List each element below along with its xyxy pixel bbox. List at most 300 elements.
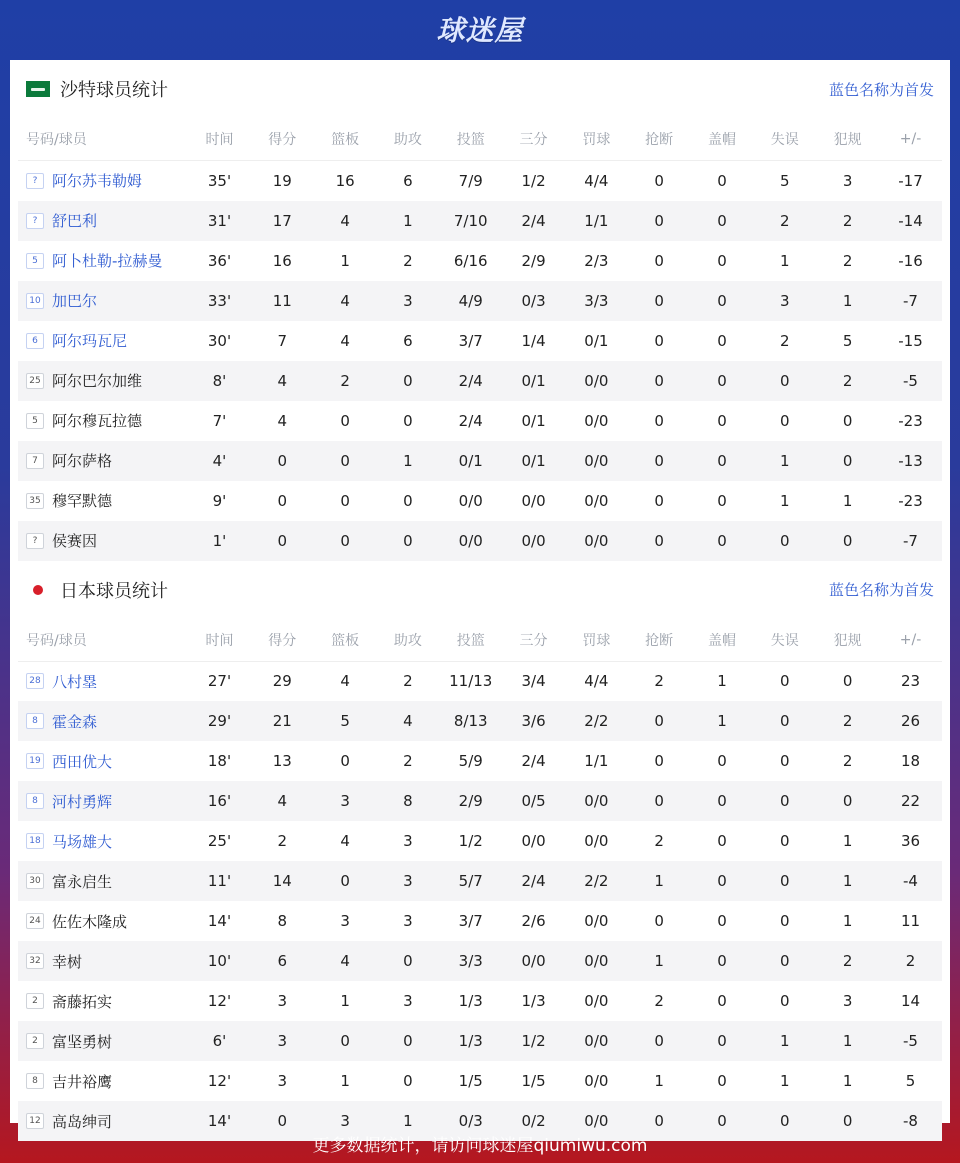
stat-cell: 2 <box>842 251 853 270</box>
stat-cell: 3/4 <box>521 672 546 691</box>
stat-cell: 0 <box>753 521 816 561</box>
player-name[interactable]: 舒巴利 <box>52 212 98 230</box>
stat-cell: 0 <box>628 1101 691 1141</box>
stat-cell: 3 <box>403 912 413 930</box>
stat-cell: 1 <box>780 1072 790 1090</box>
column-header: 篮板 <box>314 118 377 161</box>
stat-cell: 0/0 <box>584 832 609 850</box>
player-cell[interactable] <box>18 321 188 361</box>
stat-cell: 2/4 <box>439 361 502 401</box>
stat-cell: 2 <box>753 201 816 241</box>
player-cell[interactable] <box>18 861 188 901</box>
stat-cell: 1/1 <box>565 201 628 241</box>
column-header: 抢断 <box>628 118 691 161</box>
jersey-number-badge: 19 <box>26 753 44 769</box>
stat-cell: 0 <box>691 1021 754 1061</box>
stat-cell: 0 <box>654 752 664 770</box>
stat-cell: -7 <box>879 281 942 321</box>
stat-cell: 14' <box>188 1101 251 1141</box>
stat-cell: 1/3 <box>521 992 546 1010</box>
stat-cell: 2/9 <box>439 781 502 821</box>
stat-cell: 0 <box>780 672 790 691</box>
stat-cell: 11/13 <box>449 672 493 691</box>
stat-cell: 4 <box>251 781 314 821</box>
stat-cell: 8 <box>277 912 288 930</box>
jersey-number-badge: 5 <box>26 413 44 429</box>
stat-cell: 1/5 <box>458 1072 483 1090</box>
stat-cell: -5 <box>879 1021 942 1061</box>
stat-cell: 17 <box>251 201 314 241</box>
player-name[interactable]: 阿卜杜勒-拉赫曼 <box>52 252 163 270</box>
stat-cell: 0 <box>340 491 350 510</box>
stats-panel <box>10 60 950 1131</box>
stat-cell: 0/0 <box>584 912 609 930</box>
stat-cell: 2 <box>816 701 879 741</box>
player-cell[interactable] <box>18 781 188 821</box>
jersey-number-badge: 10 <box>26 293 44 309</box>
stat-cell: 0 <box>628 701 691 741</box>
stat-cell: 0/0 <box>439 521 502 561</box>
column-header: 犯规 <box>816 619 879 662</box>
stat-cell: 0 <box>314 521 377 561</box>
stat-cell: 5 <box>842 331 853 350</box>
stat-cell: 1 <box>780 251 790 270</box>
stat-cell: 1 <box>816 1021 879 1061</box>
stat-cell: 6' <box>188 1021 251 1061</box>
jersey-number-badge: 28 <box>26 673 44 689</box>
stat-cell: 11' <box>188 861 251 901</box>
stat-cell: 0 <box>377 941 440 981</box>
jersey-number-badge: 7 <box>26 453 44 469</box>
stat-cell: 4 <box>277 411 288 430</box>
stat-cell: 14 <box>900 992 921 1010</box>
stat-cell: 0 <box>691 361 754 401</box>
player-cell[interactable] <box>18 361 188 401</box>
stat-cell: 8 <box>377 781 440 821</box>
stat-cell: 1 <box>780 491 790 510</box>
stat-cell: 0/3 <box>439 1101 502 1141</box>
stat-cell: 1/5 <box>521 1072 546 1090</box>
table-row[interactable] <box>18 821 942 861</box>
stat-cell: 0/2 <box>502 1101 565 1141</box>
player-name[interactable]: 阿尔苏韦勒姆 <box>52 172 143 191</box>
stat-cell: 8/13 <box>439 701 502 741</box>
stat-cell: 0 <box>628 281 691 321</box>
stat-cell: 3/3 <box>565 281 628 321</box>
player-cell[interactable] <box>18 741 188 781</box>
player-cell[interactable] <box>18 401 188 441</box>
stat-cell: 2 <box>654 672 664 691</box>
table-row[interactable] <box>18 1021 942 1061</box>
stat-cell: 1/3 <box>439 1021 502 1061</box>
player-cell[interactable] <box>18 281 188 321</box>
column-header: 时间 <box>188 619 251 662</box>
stat-cell: 7/10 <box>439 201 502 241</box>
stat-cell: 0 <box>314 861 377 901</box>
table-header-row <box>18 118 942 161</box>
stat-cell: -17 <box>898 171 923 190</box>
stat-cell: 0 <box>691 941 754 981</box>
stat-cell: 0/1 <box>584 331 609 350</box>
table-row[interactable] <box>18 1061 942 1101</box>
stat-cell: 5/9 <box>458 752 483 770</box>
stat-cell: 29' <box>188 701 251 741</box>
column-header: 篮板 <box>314 619 377 662</box>
stat-cell: 0 <box>780 752 790 770</box>
stat-cell: 0 <box>628 781 691 821</box>
player-name[interactable]: 加巴尔 <box>52 292 98 310</box>
stat-cell: 1 <box>842 832 853 850</box>
stat-cell: 0 <box>780 992 790 1010</box>
stats-table <box>18 619 942 1142</box>
stat-cell: 2 <box>842 752 853 770</box>
column-header: 助攻 <box>377 118 440 161</box>
stat-cell: 0/0 <box>502 941 565 981</box>
stat-cell: 1/2 <box>521 171 546 190</box>
stat-cell: 0 <box>314 1021 377 1061</box>
stat-cell: 0/0 <box>502 521 565 561</box>
player-name[interactable]: 穆罕默德 <box>52 492 113 510</box>
column-header: 号码/球员 <box>18 619 188 662</box>
stat-cell: 1 <box>816 861 879 901</box>
stat-cell: 7/9 <box>458 171 483 190</box>
stat-cell: 1 <box>340 251 350 270</box>
stat-cell: 1' <box>188 521 251 561</box>
player-name[interactable]: 阿尔巴尔加维 <box>52 372 143 390</box>
player-name[interactable]: 吉井裕鹰 <box>52 1072 113 1091</box>
stat-cell: 3 <box>314 1101 377 1141</box>
stat-cell: 3 <box>753 281 816 321</box>
player-cell[interactable] <box>18 521 188 561</box>
player-cell[interactable] <box>18 941 188 981</box>
player-cell[interactable] <box>18 701 188 741</box>
jersey-number-badge: 35 <box>26 493 44 509</box>
stat-cell: 11 <box>251 281 314 321</box>
stat-cell: 5/7 <box>439 861 502 901</box>
stat-cell: 0 <box>691 441 754 481</box>
stat-cell: 0 <box>377 361 440 401</box>
jersey-number-badge: 2 <box>26 1033 44 1049</box>
stat-cell: 6/16 <box>453 251 488 270</box>
stat-cell: 0 <box>403 491 413 510</box>
jersey-number-badge: 8 <box>26 1073 44 1089</box>
stat-cell: 25' <box>207 832 232 850</box>
column-header: 时间 <box>188 118 251 161</box>
jersey-number-badge: 5 <box>26 253 44 269</box>
stat-cell: 2 <box>654 992 664 1010</box>
footer-link[interactable]: 更多数据统计，请访问球迷屋qiumiwu.com <box>312 1135 648 1156</box>
column-header: 失误 <box>753 619 816 662</box>
table-header-row <box>18 619 942 662</box>
stat-cell: -23 <box>898 491 923 510</box>
stat-cell: 2 <box>816 361 879 401</box>
stat-cell: 0 <box>753 781 816 821</box>
player-name[interactable]: 阿尔穆瓦拉德 <box>52 412 143 430</box>
stat-cell: 4 <box>314 941 377 981</box>
stat-cell: 4/4 <box>584 171 609 190</box>
stat-cell: 1 <box>377 1101 440 1141</box>
player-cell[interactable] <box>18 661 188 701</box>
stat-cell: 3 <box>277 1072 288 1090</box>
stat-cell: 9' <box>212 491 227 510</box>
stat-cell: 2 <box>816 201 879 241</box>
stat-cell: 4 <box>314 281 377 321</box>
stat-cell: 3 <box>377 861 440 901</box>
stat-cell: 0 <box>780 912 790 930</box>
column-header: 得分 <box>251 118 314 161</box>
stat-cell: 2 <box>403 251 413 270</box>
stat-cell: 3 <box>403 832 413 850</box>
stat-cell: -15 <box>898 331 923 350</box>
table-row[interactable] <box>18 781 942 821</box>
stat-cell: 2 <box>403 672 413 691</box>
stat-cell: 0 <box>628 201 691 241</box>
japan-flag-icon <box>26 582 50 598</box>
stat-cell: 0 <box>314 441 377 481</box>
stat-cell: 18' <box>207 752 232 770</box>
stat-cell: 4' <box>188 441 251 481</box>
stat-cell: 2 <box>816 941 879 981</box>
stat-cell: -5 <box>879 361 942 401</box>
stat-cell: -23 <box>898 411 923 430</box>
stat-cell: 11 <box>900 912 921 930</box>
stat-cell: 2 <box>277 832 288 850</box>
stat-cell: 1/3 <box>458 992 483 1010</box>
saudi-flag-icon <box>26 81 50 97</box>
stat-cell: 1 <box>377 441 440 481</box>
jersey-number-badge: 25 <box>26 373 44 389</box>
column-header: 罚球 <box>565 619 628 662</box>
stat-cell: 1 <box>340 992 350 1010</box>
table-row[interactable] <box>18 901 942 941</box>
table-row[interactable] <box>18 861 942 901</box>
stat-cell: 0/1 <box>439 441 502 481</box>
player-cell[interactable] <box>18 981 188 1021</box>
stat-cell: 16 <box>272 251 292 270</box>
stat-cell: 10' <box>188 941 251 981</box>
jersey-number-badge: 6 <box>26 333 44 349</box>
stat-cell: 0 <box>403 1072 413 1090</box>
stat-cell: 0 <box>628 441 691 481</box>
stat-cell: 0 <box>691 1101 754 1141</box>
stat-cell: -7 <box>879 521 942 561</box>
stat-cell: 0 <box>251 1101 314 1141</box>
player-name[interactable]: 阿尔玛瓦尼 <box>52 332 128 350</box>
stat-cell: 2/6 <box>521 912 546 930</box>
stat-cell: 1/1 <box>584 752 609 770</box>
player-name[interactable]: 河村勇辉 <box>52 792 113 811</box>
stat-cell: 0 <box>780 411 790 430</box>
stat-cell: 29 <box>272 672 292 691</box>
table-row[interactable] <box>18 661 942 701</box>
stat-cell: 2/4 <box>458 411 483 430</box>
player-name[interactable]: 佐佐木隆成 <box>52 912 128 931</box>
stat-cell: 0/0 <box>521 491 546 510</box>
player-name[interactable]: 高岛绅司 <box>52 1112 113 1131</box>
player-cell[interactable] <box>18 1021 188 1061</box>
stat-cell: 36 <box>900 832 921 850</box>
stat-cell: 1 <box>816 281 879 321</box>
player-cell[interactable] <box>18 441 188 481</box>
table-row[interactable] <box>18 521 942 561</box>
stat-cell: 2/9 <box>521 251 546 270</box>
jersey-number-badge: 24 <box>26 913 44 929</box>
stat-cell: 0/3 <box>502 281 565 321</box>
column-header: 盖帽 <box>691 118 754 161</box>
footer-banner[interactable] <box>0 1123 960 1163</box>
player-cell[interactable] <box>18 241 188 281</box>
table-row[interactable] <box>18 701 942 741</box>
stat-cell: 33' <box>188 281 251 321</box>
column-header: 号码/球员 <box>18 118 188 161</box>
stat-cell: -4 <box>879 861 942 901</box>
stat-cell: 2 <box>403 752 413 770</box>
stat-cell: 0 <box>753 1101 816 1141</box>
stat-cell: 7' <box>212 411 227 430</box>
stat-cell: 0 <box>691 521 754 561</box>
table-row[interactable] <box>18 401 942 441</box>
stat-cell: 0 <box>654 251 664 270</box>
stat-cell: 0/0 <box>584 491 609 510</box>
stat-cell: 0 <box>842 411 853 430</box>
table-row[interactable] <box>18 321 942 361</box>
stats-table <box>18 118 942 561</box>
table-row[interactable] <box>18 481 942 521</box>
player-cell[interactable] <box>18 201 188 241</box>
column-header: 投篮 <box>439 619 502 662</box>
stat-cell: 4 <box>377 701 440 741</box>
stat-cell: 0/0 <box>565 361 628 401</box>
player-cell[interactable] <box>18 1061 188 1101</box>
table-row[interactable] <box>18 441 942 481</box>
stat-cell: 3/6 <box>502 701 565 741</box>
table-row[interactable] <box>18 981 942 1021</box>
stat-cell: -16 <box>898 251 923 270</box>
stat-cell: -8 <box>879 1101 942 1141</box>
jersey-number-badge: 30 <box>26 873 44 889</box>
stat-cell: 2 <box>654 832 664 850</box>
player-name[interactable]: 侯赛因 <box>52 532 98 550</box>
jersey-number-badge: 12 <box>26 1113 44 1129</box>
stat-cell: 0 <box>842 672 853 691</box>
stat-cell: 36' <box>207 251 232 270</box>
stat-cell: 0 <box>251 441 314 481</box>
stat-cell: 4 <box>340 832 350 850</box>
player-cell[interactable] <box>18 821 188 861</box>
stat-cell: 3 <box>842 171 853 190</box>
stat-cell: 0 <box>717 1072 727 1090</box>
stat-cell: 3/7 <box>458 912 483 930</box>
player-cell[interactable] <box>18 901 188 941</box>
stat-cell: 14' <box>207 912 232 930</box>
stat-cell: 0 <box>628 521 691 561</box>
stat-cell: 0 <box>628 361 691 401</box>
stat-cell: 0 <box>717 251 727 270</box>
stat-cell: 4/4 <box>584 672 609 691</box>
player-name[interactable]: 西田优大 <box>52 752 113 771</box>
stat-cell: 1/2 <box>458 832 483 850</box>
stat-cell: 4 <box>340 672 350 691</box>
table-row[interactable] <box>18 361 942 401</box>
stat-cell: 0 <box>717 912 727 930</box>
stat-cell: 8' <box>188 361 251 401</box>
player-name[interactable]: 马场雄大 <box>52 832 113 851</box>
stat-cell: 35' <box>207 171 232 190</box>
stat-cell: 3 <box>842 992 853 1010</box>
stat-cell: 1 <box>753 1021 816 1061</box>
jersey-number-badge: ? <box>26 213 44 229</box>
stat-cell: 27' <box>207 672 232 691</box>
stat-cell: 1 <box>753 441 816 481</box>
table-row[interactable] <box>18 241 942 281</box>
table-row[interactable] <box>18 281 942 321</box>
stat-cell: 0/0 <box>565 521 628 561</box>
player-name[interactable]: 斋藤拓实 <box>52 992 113 1011</box>
stat-cell: 5 <box>780 171 790 190</box>
stat-cell: 0/0 <box>584 411 609 430</box>
stat-cell: 0 <box>654 411 664 430</box>
jersey-number-badge: 8 <box>26 713 44 729</box>
stat-cell: 0 <box>377 521 440 561</box>
stat-cell: 0/0 <box>584 1072 609 1090</box>
stat-cell: 0 <box>753 701 816 741</box>
table-row[interactable] <box>18 741 942 781</box>
stat-cell: 0 <box>717 411 727 430</box>
stat-cell: 2/4 <box>502 201 565 241</box>
stat-cell: 0 <box>691 201 754 241</box>
stat-cell: 0 <box>403 411 413 430</box>
table-row[interactable] <box>18 161 942 201</box>
stat-cell: 0 <box>753 361 816 401</box>
stat-cell: 0/0 <box>458 491 483 510</box>
stat-cell: 3 <box>340 912 350 930</box>
column-header: 三分 <box>502 619 565 662</box>
stat-cell: 1 <box>628 861 691 901</box>
column-header: 罚球 <box>565 118 628 161</box>
player-name[interactable]: 富坚勇树 <box>52 1032 113 1051</box>
stat-cell: 1/4 <box>521 331 546 350</box>
stat-cell: 0 <box>691 781 754 821</box>
column-header: 三分 <box>502 118 565 161</box>
stat-cell: 2 <box>879 941 942 981</box>
player-name[interactable]: 霍金森 <box>52 712 98 731</box>
player-name[interactable]: 幸树 <box>52 952 83 971</box>
stat-cell: 0 <box>717 752 727 770</box>
table-row[interactable] <box>18 201 942 241</box>
player-name[interactable]: 八村塁 <box>52 672 98 691</box>
table-row[interactable] <box>18 941 942 981</box>
player-name[interactable]: 富永启生 <box>52 872 113 891</box>
stat-cell: 0 <box>717 171 727 190</box>
player-cell[interactable] <box>18 481 188 521</box>
stat-cell: 1 <box>377 201 440 241</box>
column-header: +/- <box>879 619 942 662</box>
column-header: 犯规 <box>816 118 879 161</box>
stat-cell: 0/1 <box>502 441 565 481</box>
stat-cell: 12' <box>207 992 232 1010</box>
stat-cell: 0 <box>377 1021 440 1061</box>
column-header: 抢断 <box>628 619 691 662</box>
stat-cell: 0/5 <box>502 781 565 821</box>
jersey-number-badge: 18 <box>26 833 44 849</box>
stat-cell: 6 <box>403 331 413 350</box>
player-cell[interactable] <box>18 161 188 201</box>
stat-cell: 3 <box>314 781 377 821</box>
jersey-number-badge: ? <box>26 533 44 549</box>
player-name[interactable]: 阿尔萨格 <box>52 452 113 470</box>
stat-cell: 26 <box>879 701 942 741</box>
jersey-number-badge: 8 <box>26 793 44 809</box>
